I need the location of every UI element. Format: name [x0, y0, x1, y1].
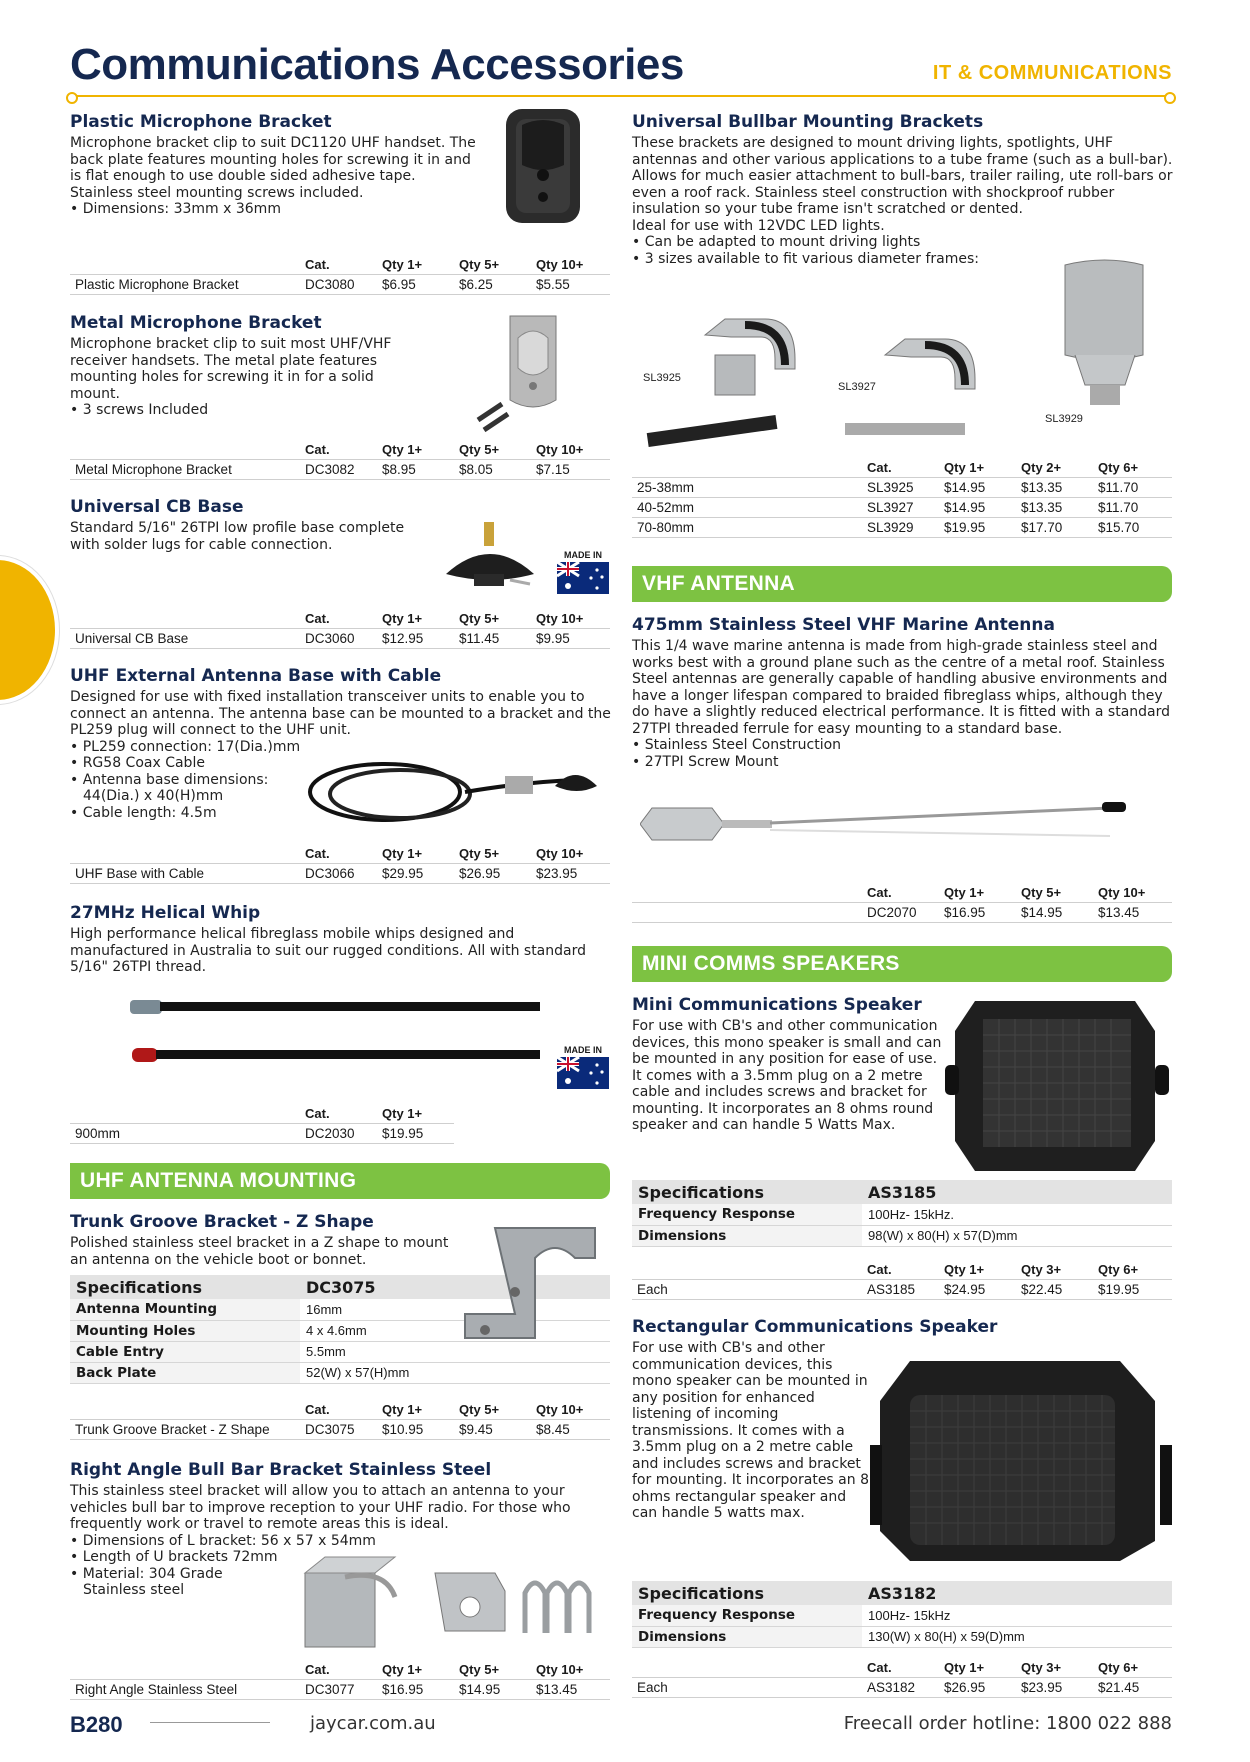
- table-row: Plastic Microphone Bracket DC3080 $6.95 $6.25 $5.55: [70, 275, 610, 295]
- product-description: For use with CB's and other communication devices, this mono speaker can be mounted in any position for enhanced listening of incoming transmissions. It comes with a 3.5mm plug on a 2 metre cable and includes screws and bracket for mounting. It incorporates an 8 ohms rectangular speaker and can handle 5 watts max.: [632, 1340, 869, 1521]
- made-in-australia-badge: MADE IN: [557, 550, 609, 596]
- header-rule: [70, 95, 1172, 97]
- price-table-uhf-base: Cat. Qty 1+ Qty 5+ Qty 10+ UHF Base with Cable DC3066 $29.95 $26.95 $23.95: [70, 844, 610, 884]
- website-link[interactable]: jaycar.com.au: [310, 1713, 436, 1734]
- plastic-mic-bracket-image: [500, 105, 586, 227]
- bullet-continued: 44(Dia.) x 40(H)mm: [83, 788, 224, 804]
- col-cat: Cat.: [305, 257, 330, 272]
- right-angle-bracket-image: [285, 1553, 605, 1653]
- price-table-plastic-mic: [70, 255, 610, 295]
- bullet: • Cable length: 4.5m: [70, 804, 217, 821]
- product-trunk-groove-bracket: [70, 1212, 460, 1268]
- product-vhf-marine-antenna: [632, 615, 1177, 770]
- bullet: • Can be adapted to mount driving lights: [632, 234, 921, 250]
- mini-speaker-image: [945, 995, 1170, 1177]
- product-title: 475mm Stainless Steel VHF Marine Antenna: [632, 615, 1055, 635]
- z-bracket-image: [445, 1222, 605, 1362]
- product-description: Polished stainless steel bracket in a Z shape to mount an antenna on the vehicle boot or bonnet.: [70, 1235, 449, 1268]
- price-table-vhf-antenna: Cat. Qty 1+ Qty 5+ Qty 10+ DC2070 $16.95 $14.95 $13.45: [632, 883, 1172, 923]
- rect-speaker-image: [870, 1355, 1175, 1565]
- australia-flag-icon: [557, 562, 609, 594]
- australia-flag-icon: [557, 1057, 609, 1089]
- product-rect-comms-speaker: [632, 1317, 998, 1522]
- section-tab-marker: [0, 560, 55, 700]
- price-table-metal-mic: Cat. Qty 1+ Qty 5+ Qty 10+ Metal Microphone Bracket DC3082 $8.95 $8.05 $7.15: [70, 440, 610, 480]
- table-row: DC2070 $16.95 $14.95 $13.45: [632, 903, 1172, 923]
- price-table-as3182: Cat. Qty 1+ Qty 3+ Qty 6+ Each AS3182 $26.95 $23.95 $21.45: [632, 1658, 1172, 1698]
- price-table-helical-whip: Cat. Qty 1+ 900mm DC2030 $19.95: [70, 1104, 610, 1144]
- bullet: • Dimensions: 33mm x 36mm: [70, 201, 281, 217]
- price-table-cb-base: Cat. Qty 1+ Qty 5+ Qty 10+ Universal CB Base DC3060 $12.95 $11.45 $9.95: [70, 609, 610, 649]
- category-tag: IT & COMMUNICATIONS: [932, 62, 1172, 84]
- product-metal-mic-bracket: [70, 313, 420, 419]
- product-title: Universal Bullbar Mounting Brackets: [632, 112, 984, 132]
- product-helical-whip: [70, 903, 610, 976]
- bullet: • 27TPI Screw Mount: [632, 753, 779, 770]
- product-description: These brackets are designed to mount driving lights, spotlights, UHF antennas and other various applications to a tube frame (such as a bull-bar). Allows for much easier attachment to bull-bars, trailer railing, ute roll-bars or even a roof rack. Stainless steel construction with shockproof rubber insulation so your tube frame isn't scratched or dented.: [632, 135, 1173, 217]
- product-description: Microphone bracket clip to suit DC1120 UHF handset. The back plate features mounting holes for screwing it in and is flat enough to use double sided adhesive tape. Stainless steel mounting screws included.: [70, 135, 476, 201]
- table-row: 40-52mm SL3927 $14.95 $13.35 $11.70: [632, 498, 1172, 518]
- product-title: Right Angle Bull Bar Bracket Stainless Steel: [70, 1460, 492, 1480]
- col-qty10: Qty 10+: [536, 257, 584, 272]
- bullet: • 3 sizes available to fit various diameter frames:: [632, 250, 979, 267]
- image-label-sl3927: SL3927: [838, 381, 876, 393]
- product-description: High performance helical fibreglass mobile whips designed and manufactured in Australia to suit our rugged conditions. All with standard 5/16" 26TPI thread.: [70, 926, 586, 975]
- col-qty1: Qty 1+: [382, 257, 423, 272]
- hotline-text: Freecall order hotline: 1800 022 888: [843, 1713, 1172, 1734]
- bullet: • Dimensions of L bracket: 56 x 57 x 54mm: [70, 1532, 376, 1549]
- table-row: 25-38mm SL3925 $14.95 $13.35 $11.70: [632, 478, 1172, 498]
- section-banner-mini-comms-speakers: MINI COMMS SPEAKERS: [632, 946, 1172, 982]
- table-row: Right Angle Stainless Steel DC3077 $16.95 $14.95 $13.45: [70, 1680, 610, 1700]
- footer-divider: [150, 1722, 270, 1723]
- price-table-as3185: Cat. Qty 1+ Qty 3+ Qty 6+ Each AS3185 $24.95 $22.45 $19.95: [632, 1260, 1172, 1300]
- section-banner-vhf-antenna: VHF ANTENNA: [632, 566, 1172, 602]
- vhf-antenna-image: [640, 796, 1150, 856]
- page-code: B280: [70, 1712, 123, 1737]
- product-description-extra: Ideal for use with 12VDC LED lights.: [632, 217, 885, 234]
- product-title: Mini Communications Speaker: [632, 995, 922, 1015]
- image-label-sl3925: SL3925: [643, 372, 681, 384]
- product-description: For use with CB's and other communication devices, this mono speaker is small and can be mounted in any position for ease of use. It comes with a 3.5mm plug on a 2 metre cable and includes screws and bracket for mounting. It incorporates an 8 ohms round speaker and can handle 5 Watts Max.: [632, 1018, 942, 1133]
- price-table-bullbar: Cat. Qty 1+ Qty 2+ Qty 6+ 25-38mm SL3925 $14.95 $13.35 $11.70 40-52mm SL3927 $14.95 $13.35 $11.70 70-80mm SL3929 $19.95 $17.70 $15.70: [632, 458, 1172, 538]
- product-mini-comms-speaker: [632, 995, 947, 1134]
- table-row: Universal CB Base DC3060 $12.95 $11.45 $9.95: [70, 629, 610, 649]
- cb-base-image: [440, 520, 540, 592]
- table-row: Each AS3185 $24.95 $22.45 $19.95: [632, 1280, 1172, 1300]
- product-description: Designed for use with fixed installation transceiver units to enable you to connect an antenna. The antenna base can be mounted to a bracket and the PL259 plug will connect to the UHF unit.: [70, 689, 611, 738]
- product-bullbar-brackets: [632, 112, 1177, 267]
- product-description: This stainless steel bracket will allow you to attach an antenna to your vehicles bull bar to improve reception to your UHF radio. For those who frequently work or travel to remote areas this is ideal.: [70, 1483, 571, 1532]
- product-title: Trunk Groove Bracket - Z Shape: [70, 1212, 374, 1232]
- image-label-sl3929: SL3929: [1045, 413, 1083, 425]
- product-universal-cb-base: [70, 497, 430, 553]
- uhf-cable-image: [305, 752, 605, 832]
- helical-whip-image: [130, 992, 550, 1072]
- product-title: Metal Microphone Bracket: [70, 313, 322, 333]
- bullet: • Material: 304 Grade: [70, 1565, 223, 1582]
- spec-table-dc3075: Specifications DC3075 Antenna Mounting 16mm Mounting Holes 4 x 4.6mm Cable Entry 5.5mm Back Plate 52(W) x 57(H)mm: [70, 1275, 610, 1384]
- price-table-right-angle: Cat. Qty 1+ Qty 5+ Qty 10+ Right Angle Stainless Steel DC3077 $16.95 $14.95 $13.45: [70, 1660, 610, 1700]
- made-in-australia-badge: MADE IN: [557, 1045, 609, 1091]
- table-row: Each AS3182 $26.95 $23.95 $21.45: [632, 1678, 1172, 1698]
- bullet: • 3 screws Included: [70, 402, 209, 418]
- page-title: Communications Accessories: [70, 40, 684, 89]
- product-description: Microphone bracket clip to suit most UHF/VHF receiver handsets. The metal plate features mounting holes for screwing it in for a solid mount.: [70, 336, 392, 402]
- bullet: • Antenna base dimensions:: [70, 771, 269, 788]
- product-title: 27MHz Helical Whip: [70, 903, 261, 923]
- table-row: Trunk Groove Bracket - Z Shape DC3075 $10.95 $9.45 $8.45: [70, 1420, 610, 1440]
- spec-table-as3185: Specifications AS3185 Frequency Response 100Hz- 15kHz. Dimensions 98(W) x 80(H) x 57(D)mm: [632, 1180, 1172, 1247]
- price-table-trunk-groove: Cat. Qty 1+ Qty 5+ Qty 10+ Trunk Groove Bracket - Z Shape DC3075 $10.95 $9.45 $8.45: [70, 1400, 610, 1440]
- bullet: • Stainless Steel Construction: [632, 737, 842, 753]
- table-row: Metal Microphone Bracket DC3082 $8.95 $8.05 $7.15: [70, 460, 610, 480]
- product-description: This 1/4 wave marine antenna is made from high-grade stainless steel and works best with a ground plane such as the centre of a metal roof. Stainless Steel antennas are generally capable of handling abusive environments and have a longer lifespan compared to braided fibreglass whips, although they do have a slightly reduced electrical performance. It is fitted with a standard 27TPI threaded ferrule for easy mounting to a standard base.: [632, 638, 1171, 737]
- spec-table-as3182: Specifications AS3182 Frequency Response 100Hz- 15kHz Dimensions 130(W) x 80(H) x 59(D)mm: [632, 1581, 1172, 1648]
- bullet-continued: Stainless steel: [83, 1582, 185, 1598]
- product-title: Plastic Microphone Bracket: [70, 112, 332, 132]
- product-title: Rectangular Communications Speaker: [632, 1317, 998, 1337]
- product-title: UHF External Antenna Base with Cable: [70, 666, 442, 686]
- bullbar-brackets-image: [645, 255, 1180, 450]
- col-qty5: Qty 5+: [459, 257, 500, 272]
- table-row: UHF Base with Cable DC3066 $29.95 $26.95 $23.95: [70, 864, 610, 884]
- bullet: • Length of U brackets 72mm: [70, 1549, 278, 1565]
- table-row: 70-80mm SL3929 $19.95 $17.70 $15.70: [632, 518, 1172, 538]
- product-description: Standard 5/16" 26TPI low profile base complete with solder lugs for cable connection.: [70, 520, 405, 553]
- product-title: Universal CB Base: [70, 497, 244, 517]
- bullet: • PL259 connection: 17(Dia.)mm: [70, 738, 301, 755]
- table-row: 900mm DC2030 $19.95: [70, 1124, 610, 1144]
- section-banner-uhf-antenna-mounting: UHF ANTENNA MOUNTING: [70, 1163, 610, 1199]
- product-plastic-mic-bracket: [70, 112, 480, 218]
- bullet: • RG58 Coax Cable: [70, 755, 205, 771]
- metal-mic-bracket-image: [470, 308, 580, 438]
